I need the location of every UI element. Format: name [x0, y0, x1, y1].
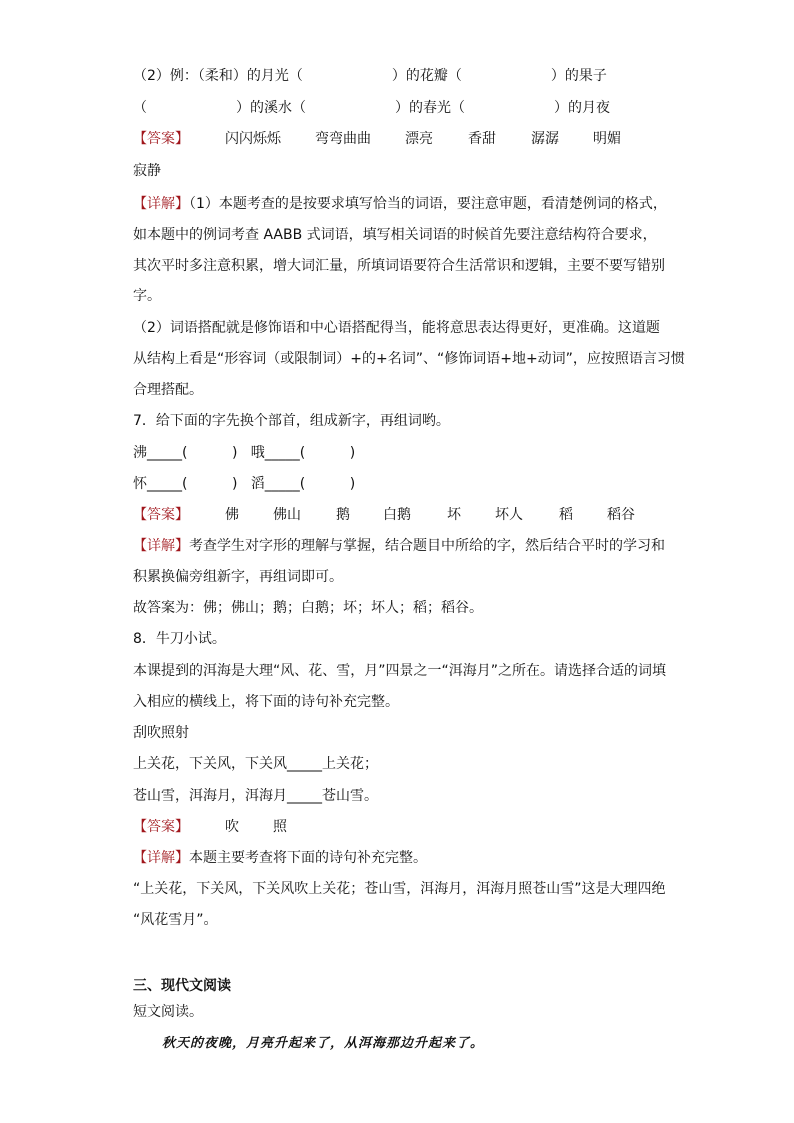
answer-item: 闪闪烁烁 [225, 131, 281, 147]
q6-detail-line: （2）词语搭配就是修饰语和中心语搭配得当，能将意思表达得更好，更准确。这道题 [133, 320, 660, 336]
q8-title: 8．牛刀小试。 [133, 631, 226, 647]
answer-item: 潺潺 [531, 131, 559, 147]
answer-item: 明媚 [593, 131, 621, 147]
q6-detail-line: 合理搭配。 [133, 382, 203, 398]
answer-item: 稻谷 [607, 507, 635, 523]
answer-item: 佛 [225, 507, 239, 523]
q6-part2-row2: （ ）的溪水（ ）的春光（ ）的月夜 [133, 100, 611, 116]
answer-item: 吹 [225, 819, 239, 835]
q7-detail-line: 积累换偏旁组新字，再组词即可。 [133, 569, 343, 585]
answer-label: 【答案】 [133, 131, 189, 147]
section-subheading: 短文阅读。 [133, 1004, 203, 1020]
q6-detail-line: 【详解】（1）本题考查的是按要求填写恰当的词语，要注意审题，看清楚例词的格式， [133, 196, 667, 212]
detail-label: 【详解】 [133, 538, 189, 554]
q6-detail-line: 如本题中的例词考查 AABB 式词语，填写相关词语的时候首先要注意结构符合要求， [133, 227, 657, 243]
section-heading: 三、现代文阅读 [133, 978, 231, 994]
answer-item: 坏人 [495, 507, 523, 523]
q6-part2-row1: （2）例：（柔和）的月光（ ）的花瓣（ ）的果子 [133, 68, 607, 84]
q7-row: 怀_____( ) 滔_____( ) [133, 476, 356, 492]
q8-detail-line: “风花雪月”。 [133, 912, 218, 928]
q6-detail-line: 从结构上看是“形容词（或限制词）+的+名词”、“修饰词语+地+动词”，应按照语言习惯 [133, 351, 685, 367]
q8-detail-line: 【详解】本题主要考查将下面的诗句补充完整。 [133, 850, 427, 866]
answer-item: 鹅 [336, 507, 350, 523]
answer-label: 【答案】 [133, 819, 189, 835]
answer-item: 佛山 [273, 507, 301, 523]
q8-word-options: 刮吹照射 [133, 725, 189, 741]
answer-item: 坏 [447, 507, 461, 523]
q6-detail-line: 其次平时多注意积累，增大词汇量，所填词语要符合生活常识和逻辑，主要不要写错别 [133, 258, 665, 274]
answer-item: 弯弯曲曲 [315, 131, 371, 147]
q7-detail-line: 【详解】考查学生对字形的理解与掌握，结合题目中所给的字，然后结合平时的学习和 [133, 538, 665, 554]
q7-so-answer: 故答案为：佛；佛山；鹅；白鹅；坏；坏人；稻；稻谷。 [133, 600, 483, 616]
answer-item: 照 [273, 819, 287, 835]
q8-paragraph-line: 入相应的横线上，将下面的诗句补充完整。 [133, 694, 399, 710]
detail-label: 【详解】 [133, 196, 189, 212]
q8-paragraph-line: 本课提到的洱海是大理“风、花、雪，月”四景之一“洱海月”之所在。请选择合适的词填 [133, 663, 667, 679]
answer-item: 香甜 [468, 131, 496, 147]
q6-answer-wrap: 寂静 [133, 163, 161, 179]
answer-item: 稻 [559, 507, 573, 523]
answer-item: 白鹅 [383, 507, 411, 523]
answer-item: 漂亮 [405, 131, 433, 147]
passage-line: 秋天的夜晚，月亮升起来了，从洱海那边升起来了。 [162, 1036, 485, 1051]
q8-poem-line: 上关花，下关风，下关风_____上关花； [133, 756, 378, 772]
detail-label: 【详解】 [133, 850, 189, 866]
q8-detail-line: “上关花，下关风，下关风吹上关花；苍山雪，洱海月，洱海月照苍山雪”这是大理四绝 [133, 881, 666, 897]
q8-poem-line: 苍山雪，洱海月，洱海月_____苍山雪。 [133, 788, 378, 804]
q7-title: 7．给下面的字先换个部首，组成新字，再组词哟。 [133, 413, 450, 429]
q7-row: 沸_____( ) 哦_____( ) [133, 445, 356, 461]
q6-detail-line: 字。 [133, 288, 161, 304]
answer-label: 【答案】 [133, 507, 189, 523]
